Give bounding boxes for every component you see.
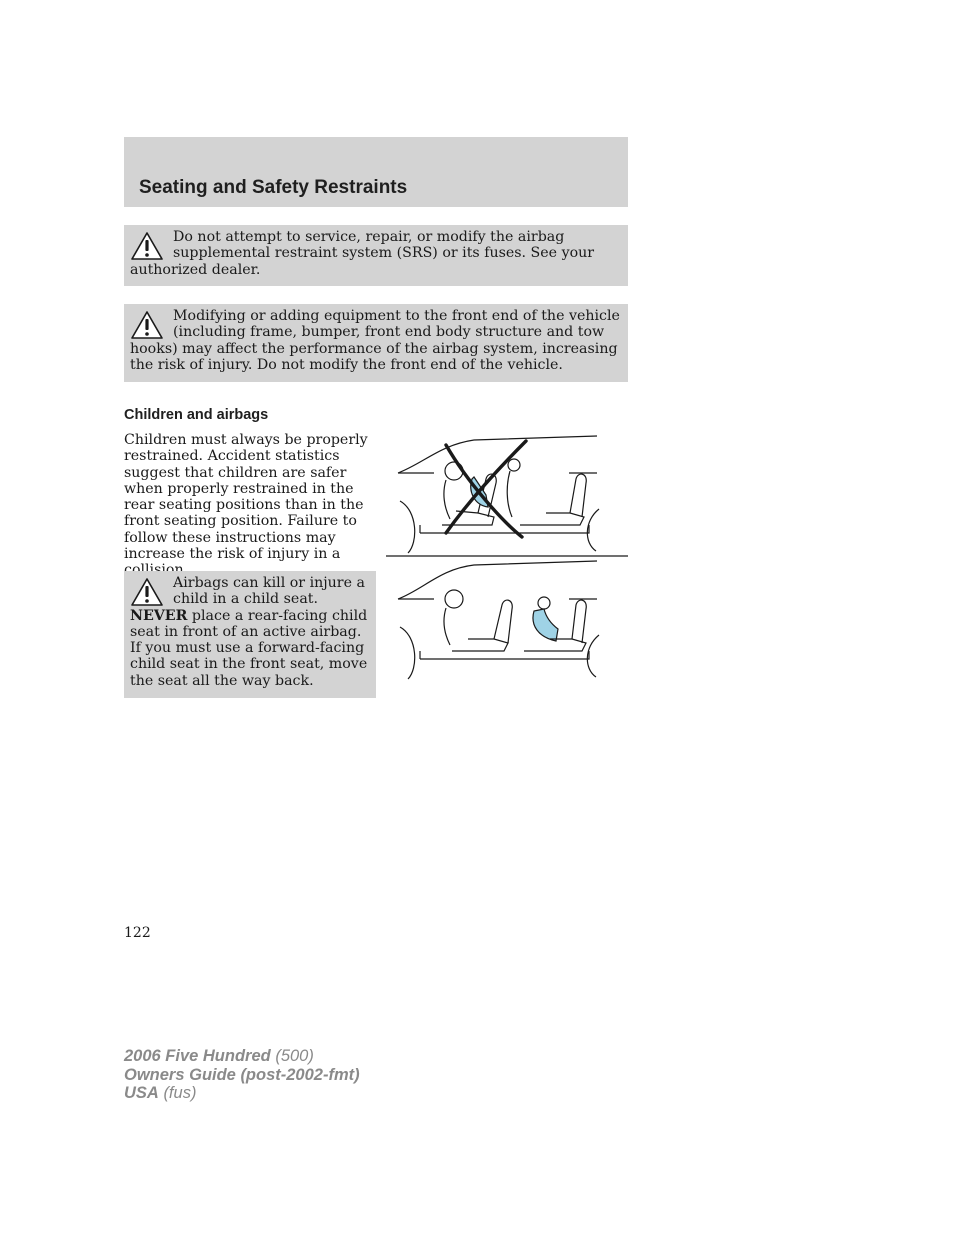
body-paragraph: Children must always be properly restrained. Accident statistics suggest that children are safer when properly restrained in the rear seating positions than in the front seating position. Failure to follow these instructions may increase the risk of injury in a (124, 432, 368, 563)
footer-market-code: (fus) (163, 1084, 197, 1102)
warning-triangle-icon (130, 310, 164, 340)
warning-text: Modifying or adding equipment to the front end of the vehicle (including frame, bumper, front end body structure and tow hooks) may affect the performance of the airbag system, increasing the risk of injury. Do not modify the front end of the vehicle. (130, 308, 620, 373)
warning-box-srs (124, 225, 628, 286)
footer-market: USA (124, 1084, 159, 1102)
footer-guide: Owners Guide (post-2002-fmt) (124, 1065, 360, 1084)
child-seat-illustration (384, 433, 630, 683)
correct-seating-diagram (398, 561, 599, 679)
warning-triangle-icon (130, 231, 164, 261)
incorrect-seating-diagram (398, 436, 599, 553)
footer-model-code: (500) (275, 1047, 314, 1065)
footer-model: 2006 Five Hundred (124, 1047, 271, 1065)
warning-text: Airbags can kill or injure a child in a child seat. NEVER place a rear-facing child seat in front of an active airbag. If you must use a forward-facing child seat in the front seat, move the seat all the way back. (130, 575, 368, 689)
document-footer (124, 1047, 360, 1103)
warning-box-front-end (124, 304, 628, 382)
section-title: Seating and Safety Restraints (139, 177, 408, 198)
page-number: 122 (124, 925, 151, 941)
warning-emphasis: NEVER (130, 607, 188, 624)
warning-triangle-icon (130, 577, 164, 607)
warning-box-child-seat (124, 571, 376, 698)
section-header-band (124, 137, 628, 207)
warning-text: Do not attempt to service, repair, or modify the airbag supplemental restraint system (SRS) or its fuses. See your authorized dealer. (130, 229, 595, 278)
subheading-children-airbags: Children and airbags (124, 407, 269, 423)
